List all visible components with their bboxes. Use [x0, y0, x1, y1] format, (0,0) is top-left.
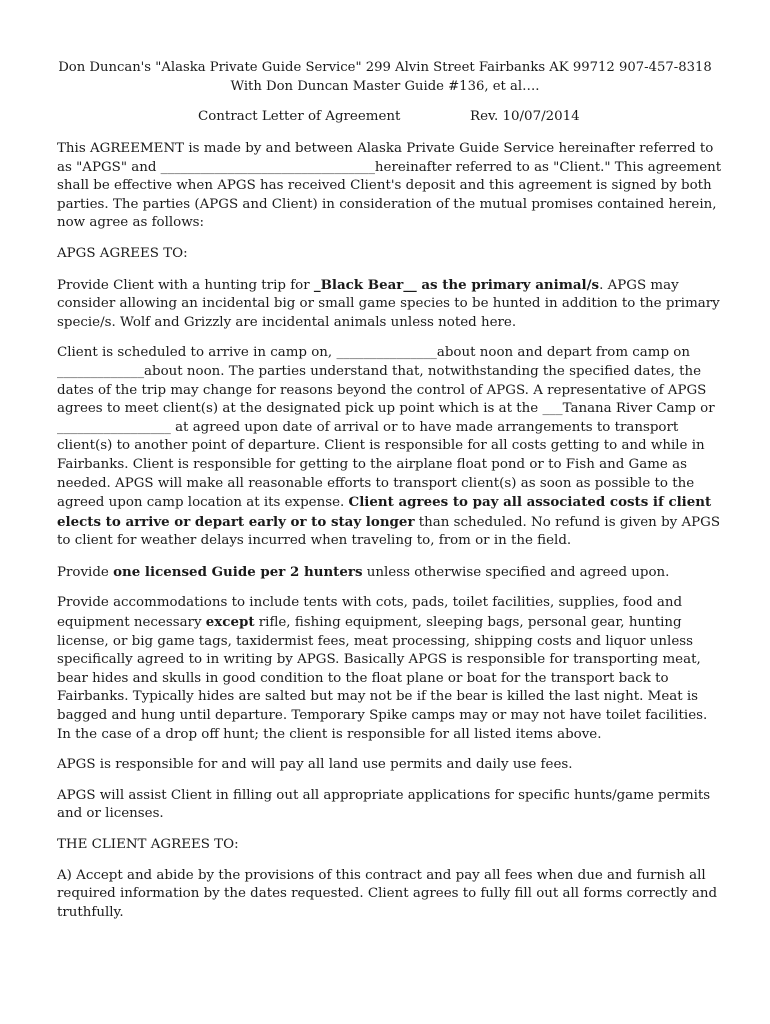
hunt-text-post: . APGS may consider allowing an incidental big or small game species to be hunted in addition to the primary specie/s. Wolf and Grizzly are incidental animals unless noted here.	[57, 277, 720, 330]
permits-paragraph: APGS is responsible for and will pay all land use permits and daily use fees.	[57, 757, 573, 773]
hunt-text-bold: _Black Bear__ as the primary animal/s	[313, 276, 600, 293]
revision-date: Rev. 10/07/2014	[470, 109, 580, 124]
accommodations-text-bold: except	[205, 614, 255, 631]
letterhead	[0, 58, 770, 96]
title-row	[0, 108, 770, 128]
apgs-heading: APGS AGREES TO:	[57, 245, 188, 261]
letterhead-line-1: Don Duncan's "Alaska Private Guide Service" 299 Alvin Street Fairbanks AK 99712 907-457-8318	[58, 60, 712, 75]
guide-text-pre: Provide	[57, 564, 114, 580]
document-body	[57, 140, 723, 934]
intro-paragraph: This AGREEMENT is made by and between Alaska Private Guide Service hereinafter referred to as "APGS" and ________________________________hereinafter referred to as "Client." This agreement shall be effective when APGS has received Client's deposit and this agreement is signed by both parties. The parties (APGS and Client) in consideration of the mutual promises contained herein, now agree as follows:	[57, 141, 722, 231]
schedule-text-pre: Client is scheduled to arrive in camp on, _______________about noon and depart from camp on _____________about noon. The parties understand that, notwithstanding the specified dates, the dates of the trip may change for reasons beyond the control of APGS. A representative of APGS agrees to meet client(s) at the designated pick up point which is at the ___Tanana River Camp or _________________ at agreed upon date of arrival or to have made arrangements to transport client(s) to another point of departure. Client is responsible for all costs getting to and while in Fairbanks. Client is responsible for getting to the airplane float pond or to Fish and Game as needed. APGS will make all reasonable efforts to transport client(s) as soon as possible to the agreed upon camp location at its expense.	[57, 345, 715, 511]
client-clause-a: A) Accept and abide by the provisions of this contract and pay all fees when due and furnish all required information by the dates requested. Client agrees to fully fill out all forms correctly and truthfully.	[57, 867, 718, 920]
guide-text-bold: one licensed Guide per 2 hunters	[113, 563, 363, 580]
applications-paragraph: APGS will assist Client in filling out all appropriate applications for specific hunts/game permits and or licenses.	[57, 787, 711, 822]
letterhead-line-2: With Don Duncan Master Guide #136, et al….	[230, 79, 540, 94]
schedule-text-bold: Client agrees to pay all associated costs if client elects to arrive or depart early or to stay longer	[57, 494, 712, 530]
schedule-paragraph	[57, 344, 723, 551]
accommodations-paragraph	[57, 594, 723, 744]
contract-title: Contract Letter of Agreement	[198, 109, 401, 124]
guide-text-post: unless otherwise specified and agreed upon.	[362, 564, 670, 580]
client-heading: THE CLIENT AGREES TO:	[57, 837, 239, 852]
schedule-text-post: than scheduled. No refund is given by APGS to client for weather delays incurred when traveling to, from or in the field.	[57, 514, 721, 549]
guide-paragraph	[57, 563, 723, 583]
hunt-text-pre: Provide Client with a hunting trip for	[57, 277, 314, 293]
accommodations-text-post: rifle, fishing equipment, sleeping bags, personal gear, hunting license, or big game tags, taxidermist fees, meat processing, shipping costs and liquor unless specifically agreed to in writing by APGS. Basically APGS is responsible for transporting meat, bear hides and skulls in good condition to the float plane or boat for the transport back to Fairbanks. Typically hides are salted but may not be if the bear is killed the last night. Meat is bagged and hung until departure. Temporary Spike camps may or may not have toilet facilities. In the case of a drop off hunt; the client is responsible for all listed items above.	[57, 615, 708, 742]
hunt-paragraph	[57, 276, 723, 333]
accommodations-text-pre: Provide accommodations to include tents with cots, pads, toilet facilities, supplies, food and equipment necessary	[57, 595, 683, 631]
